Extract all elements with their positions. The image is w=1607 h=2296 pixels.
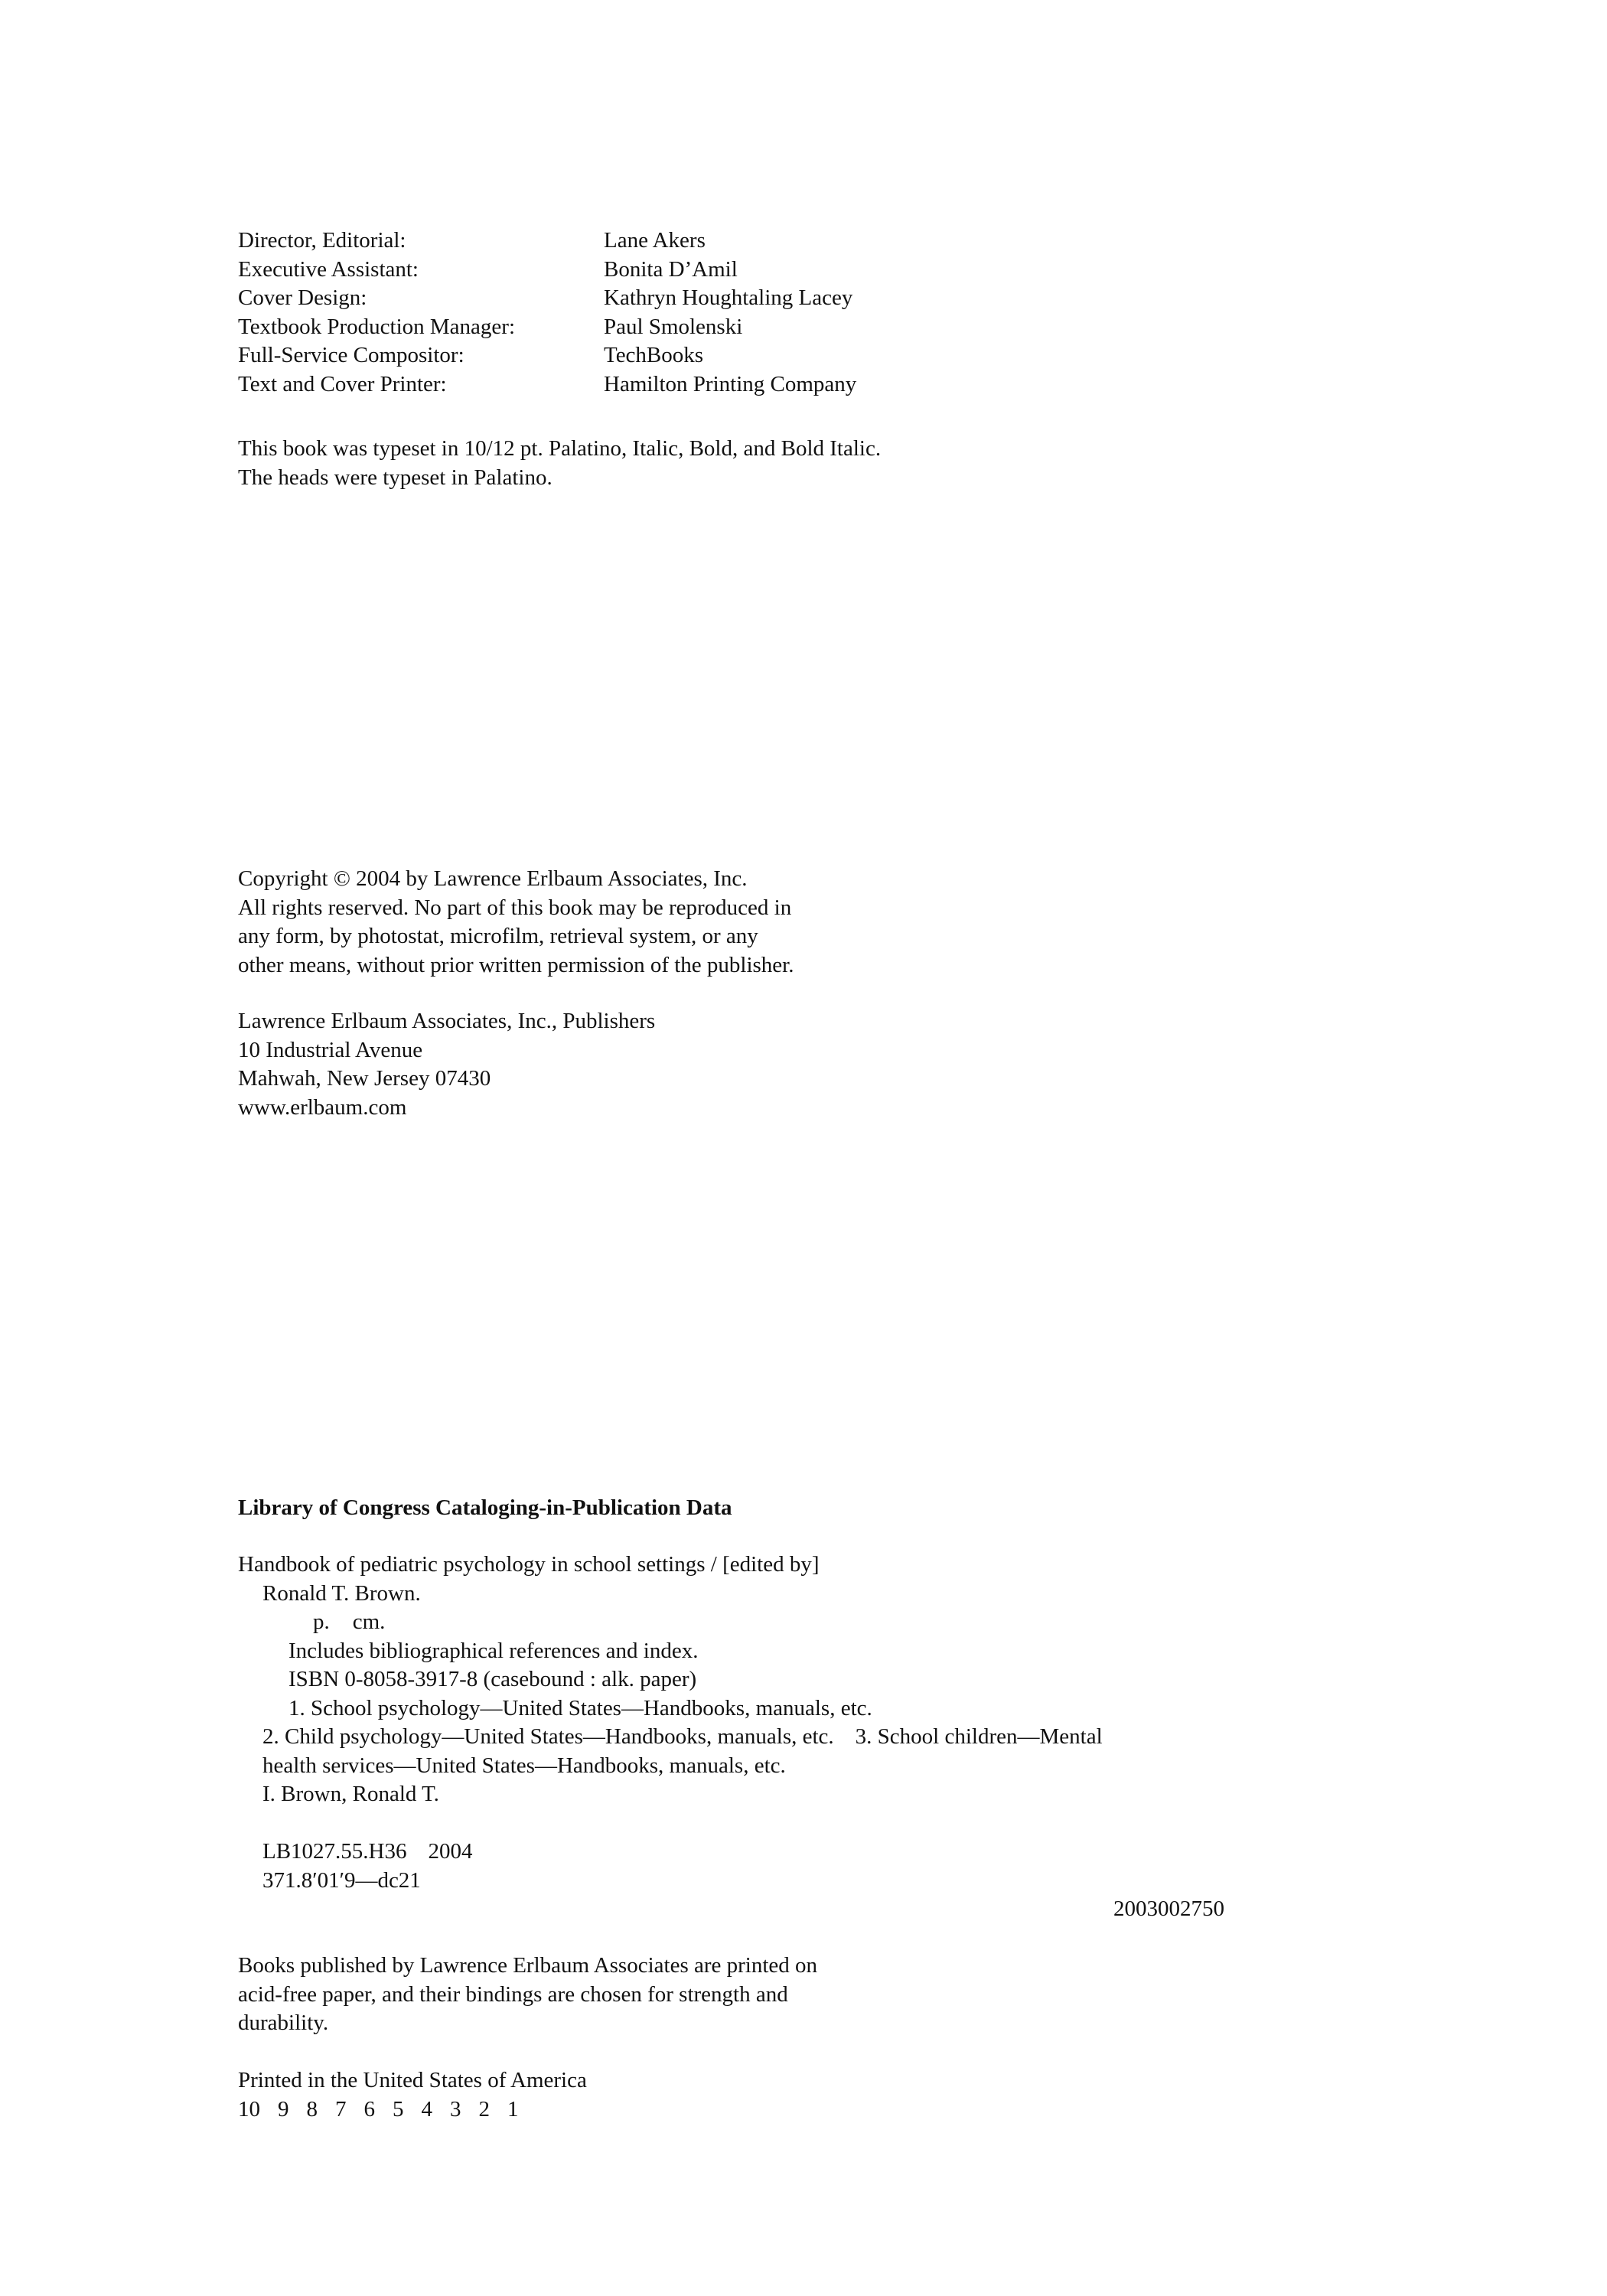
cip-lc-classification (238, 1838, 1233, 1867)
credit-name: Kathryn Houghtaling Lacey (604, 285, 853, 310)
credit-row (238, 284, 856, 313)
cip-lc-class: LB1027.55.H36 (262, 1839, 407, 1864)
cip-subject: 1. School psychology—United States—Handbooks, manuals, etc. (288, 1695, 872, 1720)
credit-name: Bonita D’Amil (604, 256, 738, 282)
acid-free-note (238, 1952, 817, 2038)
acid-free-line: durability. (238, 2011, 329, 2035)
credit-role: Textbook Production Manager: (238, 314, 516, 339)
print-number: 5 (393, 2096, 404, 2122)
credit-row (238, 256, 856, 285)
printed-in (238, 2066, 587, 2124)
print-number: 8 (306, 2096, 318, 2122)
cip-dewey: 371.8′01′9—dc21 (262, 1867, 421, 1893)
print-number: 9 (278, 2096, 289, 2122)
credit-name: Lane Akers (604, 228, 706, 253)
cip-subject-3: 3. School children—Mental (855, 1724, 1103, 1749)
acid-free-line: acid-free paper, and their bindings are chosen for strength and (238, 1981, 788, 2007)
publisher-street: 10 Industrial Avenue (238, 1037, 423, 1062)
print-number: 10 (238, 2096, 260, 2122)
print-number: 4 (421, 2096, 432, 2122)
cip-subject-2: 2. Child psychology—United States—Handbooks, manuals, etc. (262, 1724, 834, 1749)
credit-row (238, 227, 856, 256)
credit-row (238, 370, 856, 400)
credit-role: Cover Design: (238, 285, 367, 310)
printed-country: Printed in the United States of America (238, 2068, 587, 2092)
copyright-line: other means, without prior written permission of the publisher. (238, 952, 794, 977)
acid-free-line: Books published by Lawrence Erlbaum Associates are printed on (238, 1953, 818, 1978)
cip-size: cm. (352, 1609, 386, 1634)
cip-subject (238, 1723, 1233, 1752)
credit-row (238, 341, 856, 370)
credit-name: TechBooks (604, 343, 704, 367)
credit-name: Paul Smolenski (604, 314, 743, 339)
cip-isbn: ISBN 0-8058-3917-8 (casebound : alk. paper) (288, 1667, 697, 1691)
typeset-note (238, 435, 881, 492)
credit-role: Text and Cover Printer: (238, 371, 447, 396)
publisher-website: www.erlbaum.com (238, 1094, 407, 1120)
print-number: 2 (478, 2096, 490, 2122)
cip-record (238, 1551, 1233, 1895)
credit-role: Executive Assistant: (238, 256, 419, 282)
print-number: 6 (363, 2096, 375, 2122)
copyright-line: any form, by photostat, microfilm, retrieval system, or any (238, 924, 758, 948)
publisher-address (238, 1007, 655, 1122)
copyright-line: Copyright © 2004 by Lawrence Erlbaum Associates, Inc. (238, 866, 748, 891)
print-number: 7 (335, 2096, 347, 2122)
credit-role: Director, Editorial: (238, 228, 406, 253)
copyright-line: All rights reserved. No part of this book may be reproduced in (238, 895, 792, 920)
typeset-line: The heads were typeset in Palatino. (238, 465, 553, 490)
cip-heading: Library of Congress Cataloging-in-Publication Data (238, 1495, 732, 1520)
copyright-notice (238, 865, 794, 980)
typeset-line: This book was typeset in 10/12 pt. Palatino, Italic, Bold, and Bold Italic. (238, 436, 882, 461)
credit-role: Full-Service Compositor: (238, 343, 464, 367)
cip-title-line: Ronald T. Brown. (262, 1580, 421, 1606)
cip-subject: health services—United States—Handbooks, manuals, etc. (262, 1753, 786, 1778)
credit-row (238, 313, 856, 342)
cip-spacer (238, 1809, 1233, 1838)
credit-name: Hamilton Printing Company (604, 371, 857, 396)
cip-pages: p. (313, 1609, 330, 1634)
cip-lc-year: 2004 (428, 1839, 473, 1864)
credits-table (238, 227, 856, 399)
cip-added-entry: I. Brown, Ronald T. (262, 1782, 439, 1806)
print-number: 1 (507, 2096, 519, 2122)
publisher-name: Lawrence Erlbaum Associates, Inc., Publishers (238, 1009, 656, 1033)
publisher-city: Mahwah, New Jersey 07430 (238, 1066, 491, 1091)
print-number: 3 (450, 2096, 461, 2122)
cip-title-line: Handbook of pediatric psychology in school settings / [edited by] (238, 1552, 820, 1577)
cip-physical-description (238, 1608, 1233, 1637)
cip-control-number: 2003002750 (1113, 1896, 1224, 1921)
cip-note: Includes bibliographical references and index. (288, 1638, 699, 1663)
print-line (238, 2095, 587, 2125)
